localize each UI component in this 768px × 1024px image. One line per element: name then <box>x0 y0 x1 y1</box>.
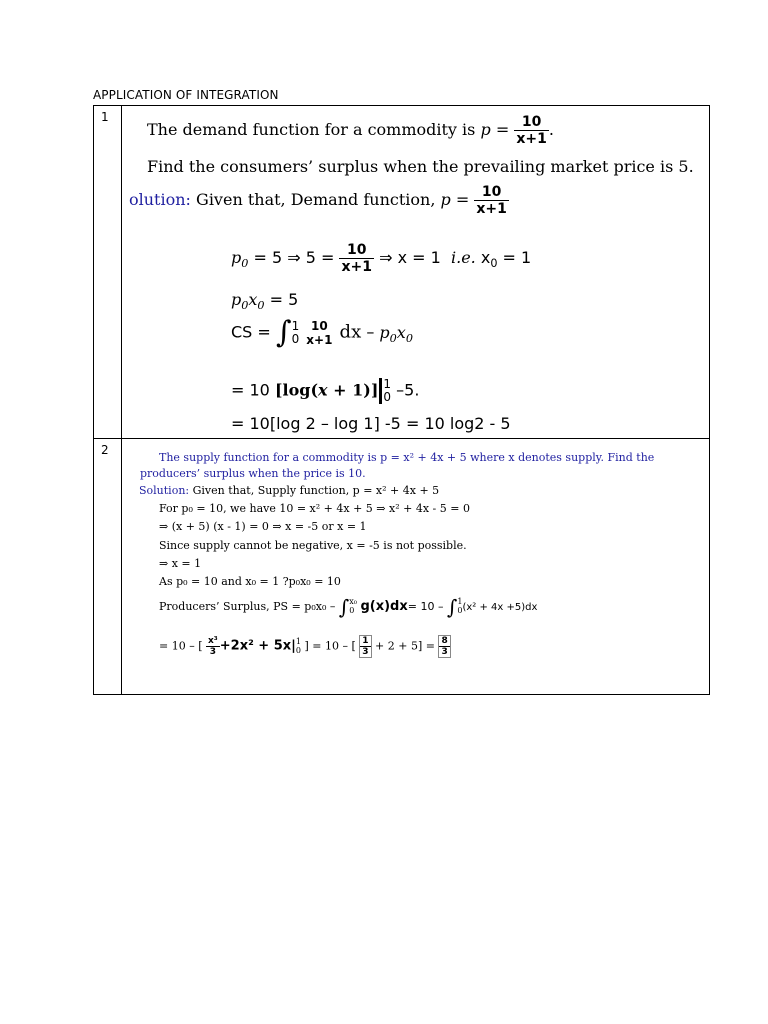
cs-label: CS = <box>231 322 271 342</box>
frac-den: 3 <box>206 646 220 657</box>
equation-p0 <box>231 242 531 275</box>
log-open: [log( <box>274 380 319 400</box>
fraction-box-8-3 <box>438 635 450 658</box>
frac-num: 10 <box>347 242 367 258</box>
problem-1-question: Find the consumers’ surplus when the prevailing market price is 5. <box>147 157 694 176</box>
integral-sign: ∫ <box>446 595 458 619</box>
log-expression <box>275 381 378 400</box>
content-table <box>93 105 710 695</box>
solution-2-step-1: For p₀ = 10, we have 10 = x² + 4x + 5 ⇒ x² + 4x - 5 = 0 <box>159 502 470 515</box>
frac-den: x+1 <box>476 201 507 217</box>
lower-limit: 0 <box>291 332 300 346</box>
solution-label: olution: <box>129 190 191 209</box>
equation-p0x0 <box>231 290 298 312</box>
x0-term: $x_0$ <box>480 248 498 271</box>
result-part-d: + 2 + 5] = <box>375 639 435 653</box>
solution-2-step-3: Since supply cannot be negative, x = -5 is not possible. <box>159 539 467 552</box>
eq-part-a: = 5 ⇒ 5 = <box>253 248 335 267</box>
result-part-a: = 10 – [ <box>159 639 203 653</box>
problem-1-statement <box>147 114 554 147</box>
integrand: (x² + 4x +5)dx <box>462 602 538 613</box>
table-row <box>94 439 710 695</box>
ie-text: i.e. <box>450 248 476 267</box>
upper-limit: 1 <box>295 636 301 646</box>
lower-limit: 0 <box>295 645 301 655</box>
result-part-c: ] = 10 – [ <box>304 639 356 653</box>
frac-den: x+1 <box>516 131 547 147</box>
statement-text: The demand function for a commodity is <box>147 120 476 139</box>
frac-num: x³ <box>208 636 218 646</box>
var-x: x <box>480 248 491 267</box>
evaluation-limits <box>296 638 301 656</box>
solution-2-step-5: As p₀ = 10 and x₀ = 1 ?p₀x₀ = 10 <box>159 575 341 588</box>
integral-sign: ∫ <box>338 595 350 619</box>
eq-part-b: ⇒ x = 1 <box>379 248 441 267</box>
page-title: APPLICATION OF INTEGRATION <box>93 88 279 102</box>
evaluation-bar <box>379 378 382 404</box>
frac-num: 10 <box>481 184 502 200</box>
evaluation-limits <box>383 378 391 404</box>
ps-label: Producers’ Surplus, PS = p₀x₀ – <box>159 600 336 613</box>
var-p: p <box>480 120 491 139</box>
integral-limits <box>292 320 300 346</box>
eq-part-c: = 1 <box>502 248 532 267</box>
table-row <box>94 106 710 439</box>
frac-den: 3 <box>441 647 448 657</box>
solution-2-ps <box>159 597 537 617</box>
fraction-box-1-3 <box>359 635 371 658</box>
equation-log <box>231 378 419 404</box>
var-p0: $p_0$ <box>231 248 249 271</box>
fraction-10-over-x1 <box>514 114 549 147</box>
given-text: Given that, Supply function, p = x² + 4x + 5 <box>192 484 440 497</box>
upper-limit: x₀ <box>349 597 357 607</box>
frac-den: 3 <box>362 647 369 657</box>
solution-1-given <box>129 184 509 217</box>
upper-limit: 1 <box>457 597 463 607</box>
minus-sign: – <box>366 322 375 342</box>
frac-num: 1 <box>362 636 369 646</box>
equation-cs <box>231 315 413 350</box>
frac-den: x+1 <box>341 259 372 275</box>
eq-part-a: = 10 <box>231 380 270 400</box>
frac-den: x+1 <box>306 333 333 347</box>
dx: dx <box>339 321 362 343</box>
var-x: x <box>318 380 328 400</box>
fraction-10-over-x1 <box>304 319 334 347</box>
gx-dx: g(x)dx <box>360 599 408 614</box>
var-p: p <box>440 190 451 209</box>
lower-limit: 0 <box>383 390 392 405</box>
problem-2-cell <box>122 439 710 695</box>
var-p0x0: $p_0x_0$ <box>379 322 413 345</box>
problem-2-statement: The supply function for a commodity is p = x² + 4x + 5 where x denotes supply. Find the <box>159 451 655 464</box>
result-part-b: +2x² + 5x| <box>219 638 296 654</box>
upper-limit: 1 <box>291 318 300 333</box>
integral-sign: ∫ <box>275 315 292 350</box>
upper-limit: 1 <box>383 377 392 391</box>
equals-sign: = <box>455 190 470 209</box>
equation-result: = 10[log 2 – log 1] -5 = 10 log2 - 5 <box>231 414 511 433</box>
eq-part-d: –5. <box>396 380 420 400</box>
solution-label: Solution: <box>139 484 190 497</box>
frac-num: 10 <box>521 114 542 130</box>
lower-limit: 0 <box>457 606 463 615</box>
ps-part-b: = 10 – <box>407 600 444 613</box>
problem-1-cell <box>122 106 710 439</box>
given-text: Given that, Demand function, <box>196 190 436 209</box>
equals-sign: = <box>495 120 510 139</box>
integral-limits <box>349 598 357 616</box>
row-number: 2 <box>94 439 122 695</box>
solution-2-step-4: ⇒ x = 1 <box>159 557 202 570</box>
solution-2-given <box>139 484 439 497</box>
var-p0x0: $p_0x_0$ <box>231 290 265 313</box>
eq-value: = 5 <box>269 290 299 309</box>
fraction-10-over-x1 <box>339 242 374 275</box>
frac-num: 10 <box>311 319 328 333</box>
problem-2-statement-cont: producers’ surplus when the price is 10. <box>140 467 366 480</box>
fraction-x3-over-3 <box>206 636 220 657</box>
solution-2-result <box>159 635 451 658</box>
lower-limit: 0 <box>349 606 355 615</box>
log-close: + 1)] <box>333 380 379 400</box>
period: . <box>548 120 554 139</box>
solution-2-step-2: ⇒ (x + 5) (x - 1) = 0 ⇒ x = -5 or x = 1 <box>159 520 367 533</box>
frac-num: 8 <box>441 636 448 646</box>
fraction-10-over-x1 <box>474 184 509 217</box>
row-number: 1 <box>94 106 122 439</box>
